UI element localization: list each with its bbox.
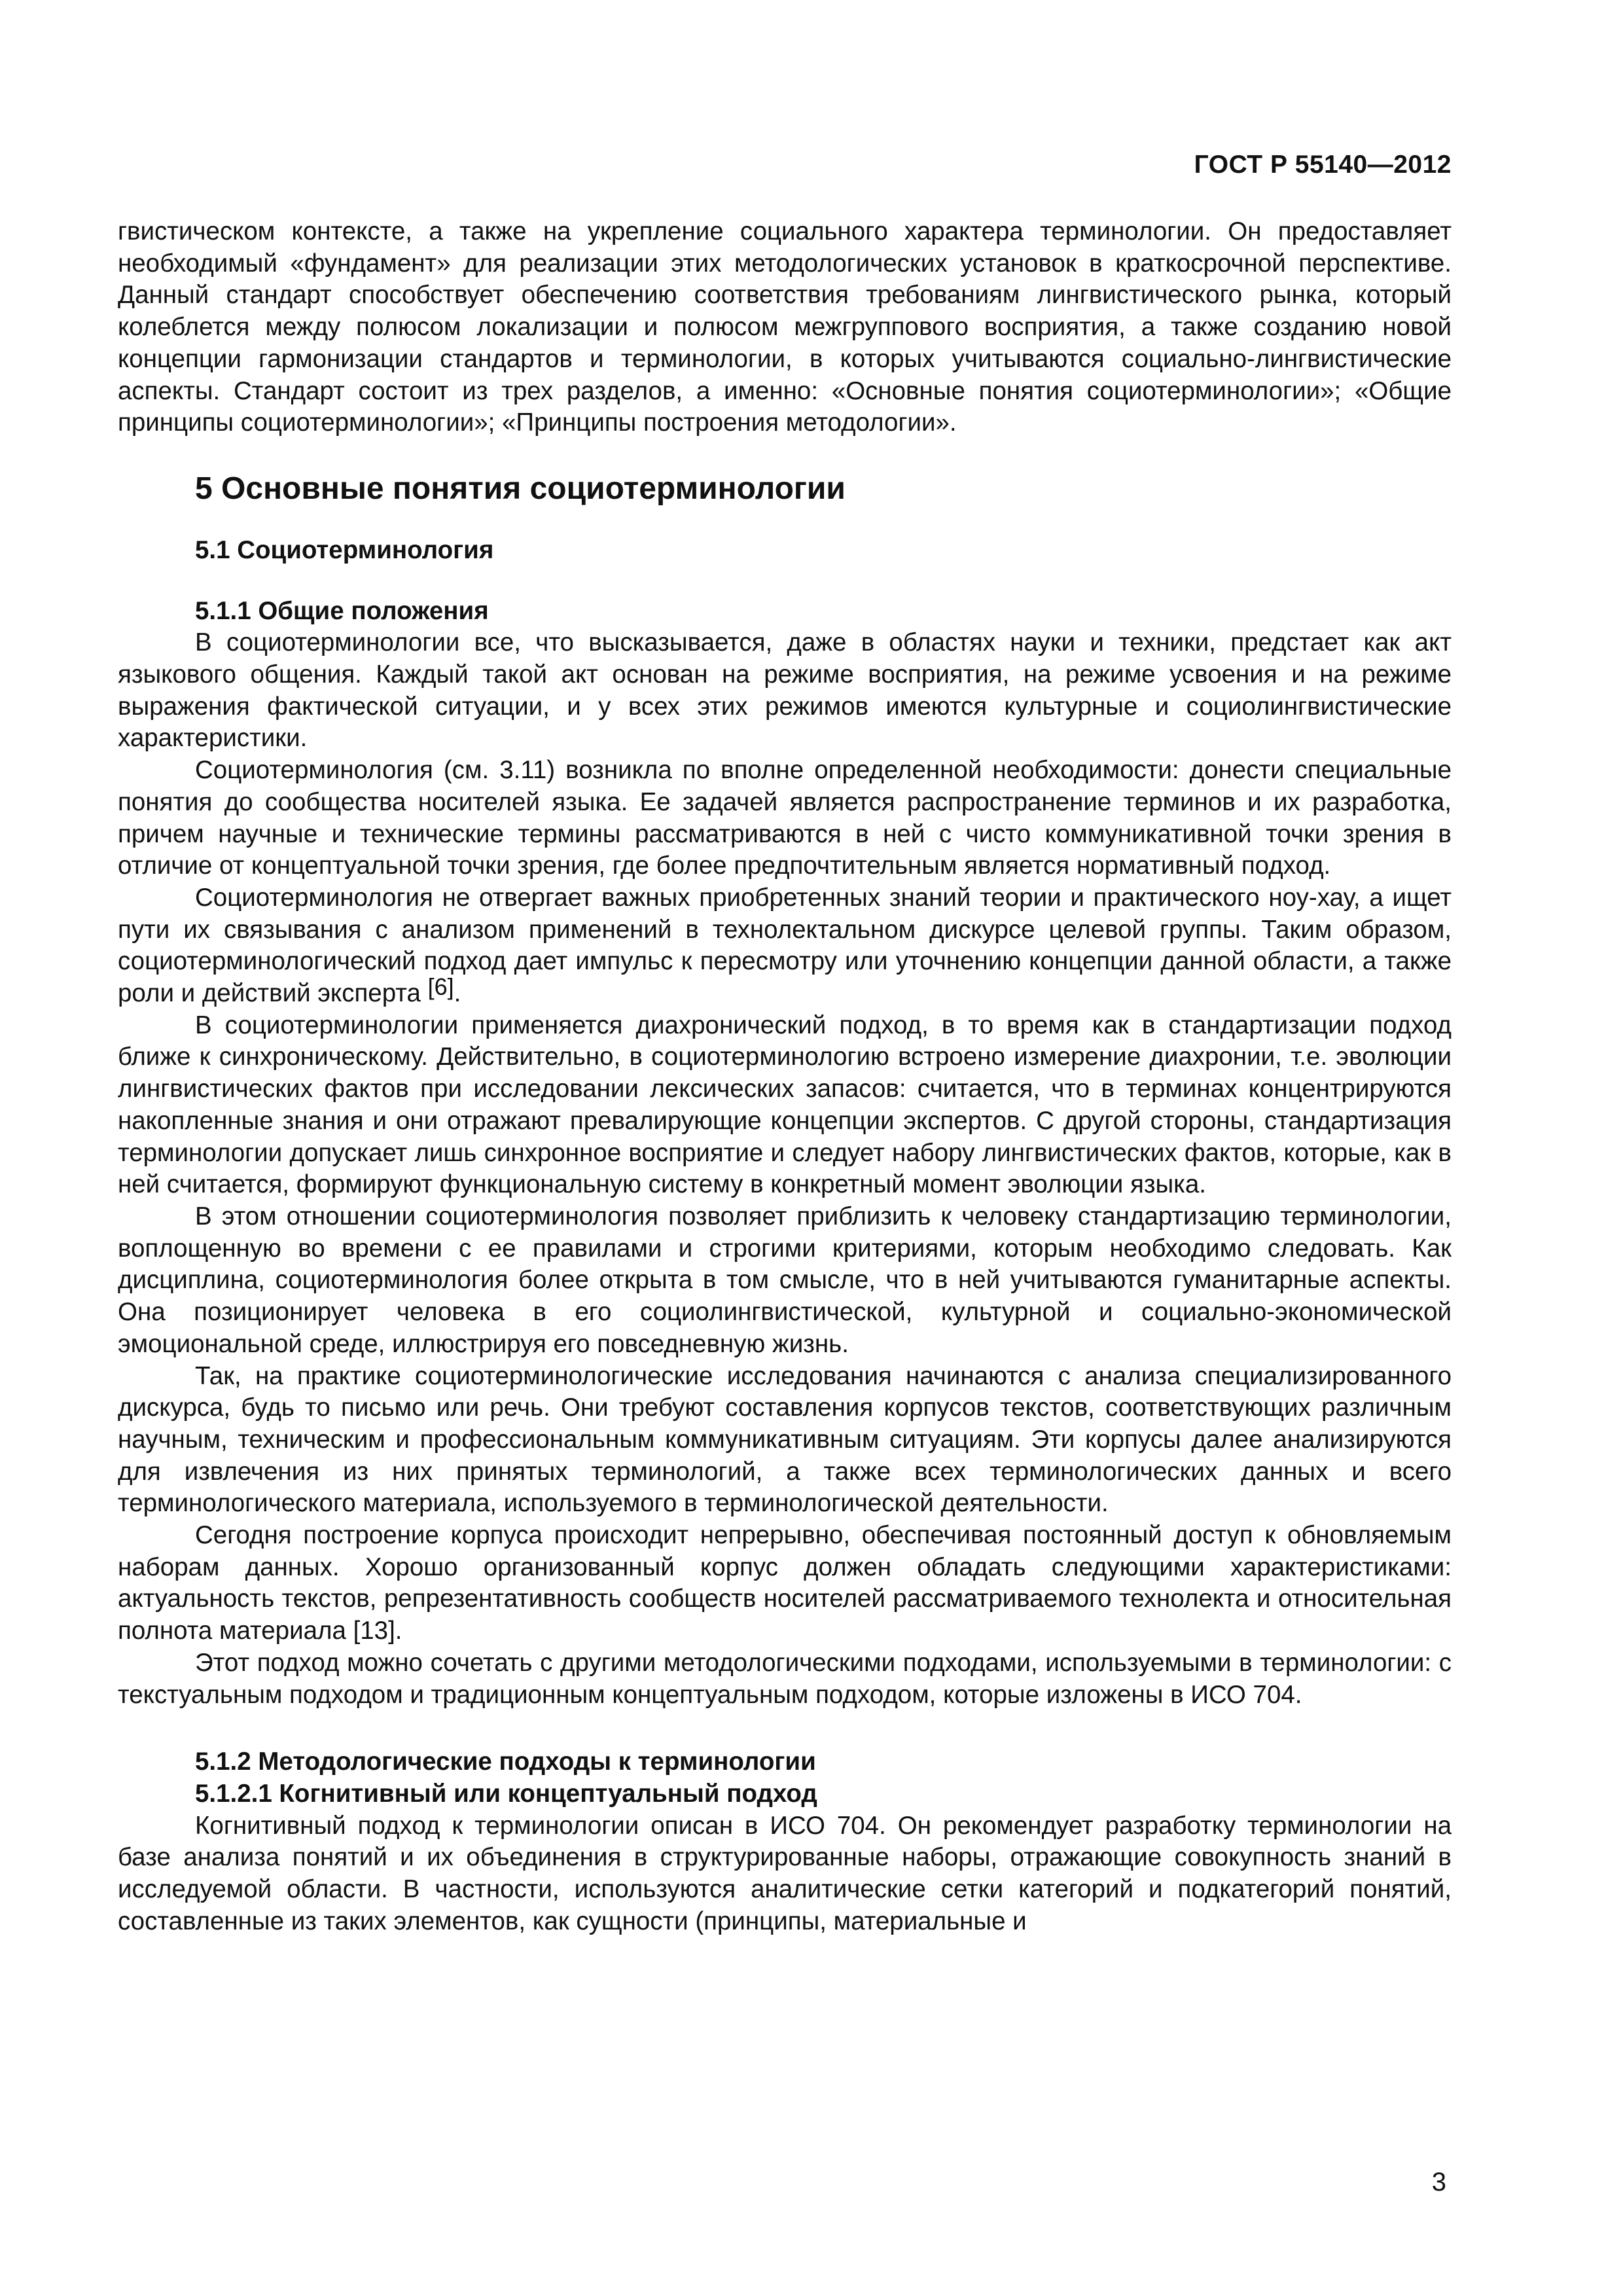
section-5-1-2-1-title: 5.1.2.1 Когнитивный или концептуальный подход — [195, 1779, 817, 1808]
paragraph-6: Так, на практике социотерминологические исследования начинаются с анализа специализированного дискурса, будь то письмо или речь. Они требуют составления корпусов текстов, соответствующих различным научным, техническим и профессиональным коммуникативным ситуациям. Эти корпусы далее анализируются для извлечения из них принятых терминологий, а также всех терминологических данных и всего терминологического материала, используемого в терминологической деятельности. — [118, 1361, 1452, 1518]
paragraph-3-end: . — [454, 979, 461, 1008]
paragraph-3-text: Социотерминология не отвергает важных приобретенных знаний теории и практического ноу-хау, а ищет пути их связывания с анализом применений в технолектальном дискурсе целевой группы. Таким образом, социотерминологический подход дает импульс к пересмотру или уточнению концепции данной области, а также роли и действий эксперта — [118, 883, 1452, 1008]
section-5-title: 5 Основные понятия социотерминологии — [195, 471, 846, 506]
paragraph-1: В социотерминологии все, что высказывается, даже в областях науки и техники, предстает как акт языкового общения. Каждый такой акт основан на режиме восприятия, на режиме усвоения и на режиме выражения фактической ситуации, и у всех этих режимов имеются культурные и социолингвистические характеристики. — [118, 628, 1452, 753]
section-5-1-2-title: 5.1.2 Методологические подходы к терминологии — [195, 1748, 816, 1776]
paragraph-2: Социотерминология (см. 3.11) возникла по вполне определенной необходимости: донести специальные понятия до сообщества носителей языка. Ее задачей является распространение терминов и их разработка, причем научные и технические термины рассматриваются в ней с чисто коммуникативной точки зрения в отличие от концептуальной точки зрения, где более предпочтительным является нормативный подход. — [118, 756, 1452, 880]
document-body — [118, 216, 1452, 1937]
paragraph-3 — [118, 882, 1452, 1010]
spacer — [118, 1711, 1452, 1746]
paragraph-5: В этом отношении социотерминология позволяет приблизить к человеку стандартизацию терминологии, воплощенную во времени с ее правилами и строгими критериями, которым необходимо следовать. Как дисциплина, социотерминология более открыта в том смысле, что в ней учитываются гуманитарные аспекты. Она позиционирует человека в его социолингвистической, культурной и социально-экономической эмоциональной среде, иллюстрируя его повседневную жизнь. — [118, 1202, 1452, 1358]
paragraph-7: Сегодня построение корпуса происходит непрерывно, обеспечивая постоянный доступ к обновляемым наборам данных. Хорошо организованный корпус должен обладать следующими характеристиками: актуальность текстов, репрезентативность сообществ носителей рассматриваемого технолекта и относительная полнота материала [13]. — [118, 1521, 1452, 1645]
document-code-header: ГОСТ Р 55140—2012 — [1194, 151, 1452, 179]
reference-6: [6] — [427, 973, 454, 1001]
paragraph-4: В социотерминологии применяется диахронический подход, в то время как в стандартизации подход ближе к синхроническому. Действительно, в социотерминологию встроено измерение диахронии, т.е. эволюции лингвистических фактов при исследовании лексических запасов: считается, что в терминах концентрируются накопленные знания и они отражают превалирующие концепции экспертов. С другой стороны, стандартизация терминологии допускает лишь синхронное восприятие и следует набору лингвистических фактов, которые, как в ней считается, формируют функциональную систему в конкретный момент эволюции языка. — [118, 1011, 1452, 1199]
paragraph-9: Когнитивный подход к терминологии описан в ИСО 704. Он рекомендует разработку терминологии на базе анализа понятий и их объединения в структурированные наборы, отражающие совокупность знаний в исследуемой области. В частности, используются аналитические сетки категорий и подкатегорий понятий, составленные из таких элементов, как сущности (принципы, материальные и — [118, 1811, 1452, 1935]
spacer — [118, 567, 1452, 596]
section-5-1-1-title: 5.1.1 Общие положения — [195, 596, 489, 625]
page-number: 3 — [1431, 2168, 1446, 2197]
paragraph-8: Этот подход можно сочетать с другими методологическими подходами, используемыми в терминологии: с текстуальным подходом и традиционным концептуальным подходом, которые изложены в ИСО 704. — [118, 1648, 1452, 1709]
section-5-1-title: 5.1 Социотерминология — [195, 535, 494, 564]
intro-paragraph: гвистическом контексте, а также на укрепление социального характера терминологии. Он предоставляет необходимый «фундамент» для реализации этих методологических установок в краткосрочной перспективе. Данный стандарт способствует обеспечению соответствия требованиям лингвистического рынка, который колеблется между полюсом локализации и полюсом межгруппового восприятия, а также созданию новой концепции гармонизации стандартов и терминологии, в которых учитываются социально-лингвистические аспекты. Стандарт состоит из трех разделов, а именно: «Основные понятия социотерминологии»; «Общие принципы социотерминологии»; «Принципы построения методологии». — [118, 217, 1452, 437]
